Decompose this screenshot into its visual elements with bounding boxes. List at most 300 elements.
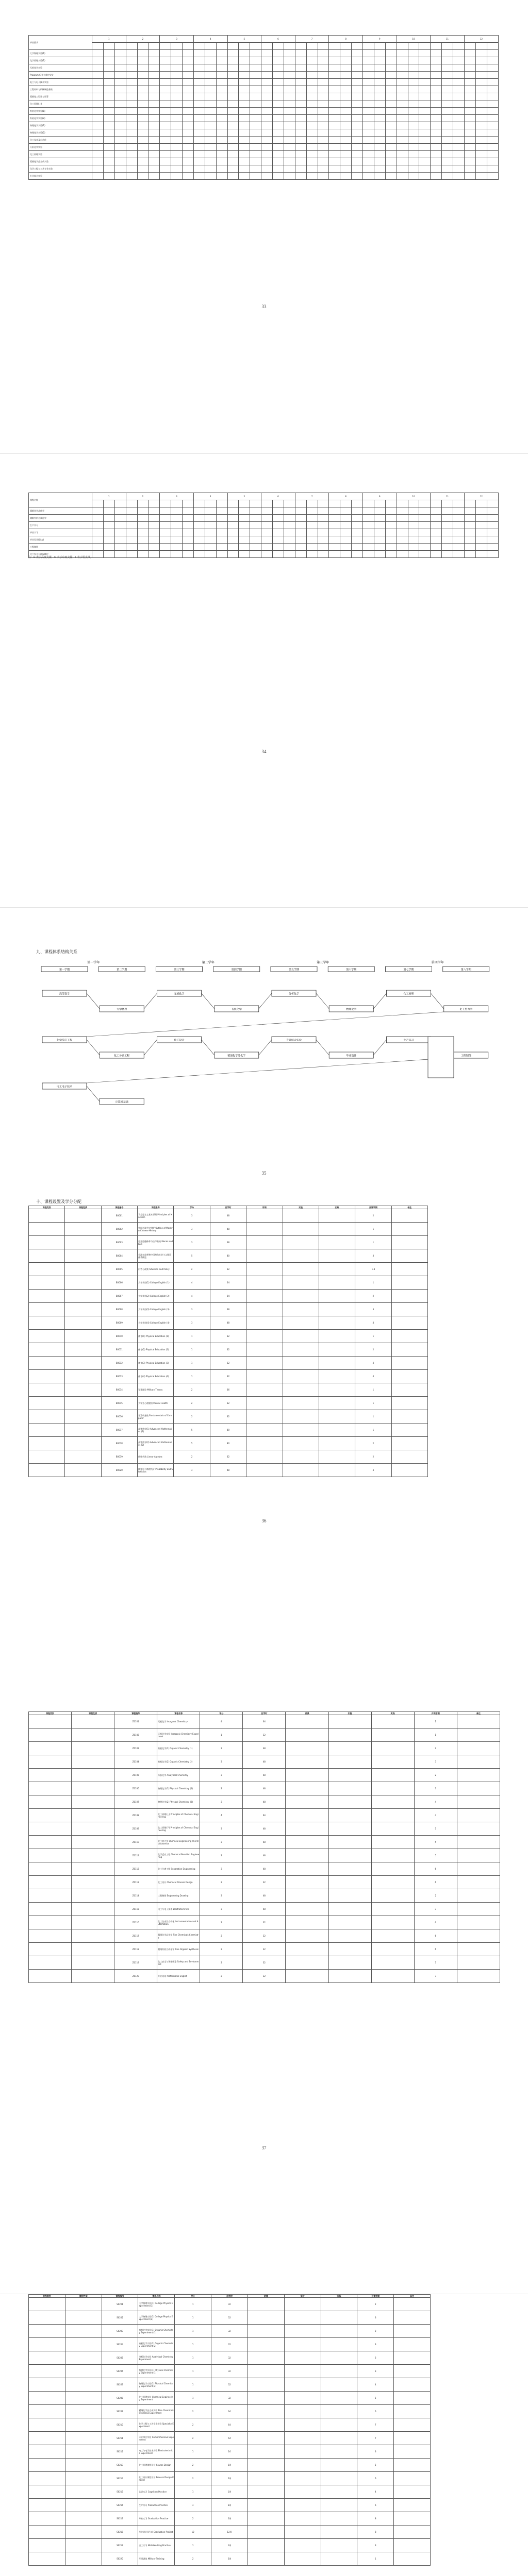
term-box	[156, 967, 203, 972]
plan-cell-remark	[394, 2338, 431, 2351]
plan-cell-category	[29, 2298, 65, 2311]
matrix-cell	[137, 57, 148, 64]
plan-row	[29, 1970, 500, 1983]
matrix-cell	[419, 173, 431, 180]
matrix-cell	[464, 173, 475, 180]
matrix-cell	[126, 507, 137, 515]
matrix-cell	[453, 129, 465, 137]
plan-cell-total: 32	[211, 2311, 248, 2325]
matrix-cell	[306, 50, 318, 57]
matrix-cell	[318, 536, 329, 544]
plan-cell-lecture	[286, 1970, 328, 1983]
matrix-cell	[92, 529, 104, 536]
plan-cell-category	[29, 2325, 65, 2338]
matrix-cell	[261, 100, 273, 108]
plan-cell-lab	[283, 1383, 319, 1397]
matrix-row	[29, 507, 499, 515]
matrix-cell	[126, 50, 137, 57]
matrix-cell	[261, 72, 273, 79]
plan-cell-nature	[72, 1836, 114, 1849]
matrix-cell	[92, 515, 104, 522]
matrix-cell	[114, 151, 126, 158]
plan-cell-practice	[321, 2405, 357, 2418]
plan-cell-name: 中国近现代史纲要 Outline of Modern Chinese History	[138, 1223, 174, 1236]
matrix-cell	[487, 551, 498, 558]
plan-cell-term: 6	[357, 2499, 394, 2512]
plan-cell-term: 5	[414, 1836, 457, 1849]
plan-cell-lecture	[246, 1236, 283, 1249]
course-box	[329, 1006, 373, 1012]
plan-cell-remark	[391, 1450, 427, 1464]
matrix-cell	[193, 515, 205, 522]
matrix-cell	[475, 93, 487, 100]
matrix-subheader-cell	[227, 43, 239, 50]
svg-text:化工热力学: 化工热力学	[459, 1008, 473, 1011]
plan-cell-practice	[321, 2499, 357, 2512]
matrix-cell	[114, 507, 126, 515]
plan-cell-nature	[65, 1410, 101, 1423]
matrix-cell	[205, 507, 216, 515]
matrix-cell	[374, 100, 385, 108]
matrix-cell	[126, 115, 137, 122]
matrix-cell	[306, 165, 318, 173]
plan-cell-credit: 2	[175, 2459, 211, 2472]
matrix-cell	[227, 100, 239, 108]
plan-cell-lab	[328, 1903, 371, 1916]
matrix-cell	[408, 86, 419, 93]
svg-text:生产实习: 生产实习	[403, 1039, 414, 1042]
matrix-column-label: 6	[261, 36, 295, 43]
matrix-cell	[284, 544, 295, 551]
plan-cell-lab	[283, 1370, 319, 1383]
matrix-subheader-cell	[171, 500, 183, 507]
matrix-subheader-cell	[239, 500, 250, 507]
matrix-cell	[385, 507, 397, 515]
matrix-cell	[295, 536, 306, 544]
plan-cell-category	[29, 2432, 65, 2445]
matrix-cell	[92, 158, 104, 165]
matrix-cell	[352, 93, 363, 100]
plan-table-1	[28, 1206, 428, 1477]
plan-cell-lab	[283, 1410, 319, 1423]
plan-cell-total: 48	[210, 1303, 246, 1316]
matrix-cell	[487, 129, 498, 137]
plan-cell-name: 精细化学品化学 Fine Chemicals Chemistry	[157, 1929, 200, 1943]
matrix-note: 注：H 表示高度支撑，M 表示中度支撑，L 表示弱支撑。	[28, 556, 93, 559]
matrix-cell	[92, 64, 104, 72]
matrix-subheader-cell	[284, 500, 295, 507]
plan-cell-lecture	[286, 1822, 328, 1836]
plan-cell-term: 1	[355, 1383, 391, 1397]
matrix-cell	[318, 507, 329, 515]
plan-cell-nature	[65, 1370, 101, 1383]
matrix-cell	[306, 551, 318, 558]
plan-cell-total: 32	[210, 1357, 246, 1370]
plan-cell-category	[29, 1876, 72, 1889]
matrix-subheader-cell	[340, 500, 352, 507]
matrix-cell	[419, 507, 431, 515]
matrix-cell	[216, 151, 227, 158]
plan-cell-credit: 2	[174, 1383, 210, 1397]
matrix-subheader-cell	[103, 43, 114, 50]
plan-row	[29, 1956, 500, 1970]
plan-row	[29, 2472, 431, 2485]
matrix-cell	[340, 72, 352, 79]
matrix-cell	[250, 115, 261, 122]
matrix-cell	[239, 551, 250, 558]
plan-cell-practice	[321, 2338, 357, 2351]
matrix-subheader-cell	[114, 500, 126, 507]
matrix-subheader-cell	[148, 43, 160, 50]
plan-cell-term: 3	[355, 1303, 391, 1316]
plan-cell-lecture	[246, 1383, 283, 1397]
plan-cell-code: B0009	[101, 1316, 137, 1330]
matrix-cell	[363, 93, 374, 100]
plan-cell-remark	[391, 1397, 427, 1410]
matrix-cell	[205, 93, 216, 100]
matrix-cell	[295, 57, 306, 64]
matrix-cell	[453, 79, 465, 86]
matrix-cell	[103, 137, 114, 144]
matrix-cell	[385, 79, 397, 86]
matrix-cell	[216, 72, 227, 79]
matrix-cell	[114, 137, 126, 144]
plan-cell-code: Z0112	[114, 1862, 157, 1876]
matrix-cell	[408, 507, 419, 515]
plan-cell-remark	[391, 1223, 427, 1236]
matrix-column-label: 1	[92, 493, 126, 500]
flow-arrow	[87, 1040, 100, 1055]
matrix-cell	[126, 515, 137, 522]
matrix-subheader-cell	[340, 43, 352, 50]
plan-cell-lab	[283, 1249, 319, 1263]
plan-cell-code: Z0106	[114, 1782, 157, 1795]
plan-cell-term: 2	[355, 1343, 391, 1357]
matrix-cell	[318, 122, 329, 129]
matrix-cell	[250, 151, 261, 158]
matrix-cell	[273, 173, 284, 180]
matrix-cell	[284, 115, 295, 122]
plan-cell-category	[29, 2459, 65, 2472]
matrix-cell	[126, 57, 137, 64]
plan-cell-remark	[457, 1809, 500, 1822]
plan-row	[29, 1782, 500, 1795]
matrix-cell	[374, 173, 385, 180]
matrix-cell	[160, 522, 171, 529]
flow-arrow	[373, 993, 386, 1009]
plan-cell-credit: 3	[200, 1849, 243, 1862]
matrix-cell	[126, 93, 137, 100]
plan-cell-term: 2	[355, 1450, 391, 1464]
plan-cell-code: S0206	[102, 2365, 138, 2378]
plan-cell-credit: 3	[174, 1209, 210, 1223]
plan-header-cell: 课程名称	[138, 1206, 174, 1209]
matrix-cell	[453, 551, 465, 558]
matrix-cell	[193, 165, 205, 173]
matrix-cell	[487, 158, 498, 165]
matrix-row-label: 精细有机合成化学	[29, 515, 92, 522]
plan-cell-remark	[391, 1423, 427, 1437]
plan-cell-credit: 4	[200, 1809, 243, 1822]
matrix-subheader-cell	[261, 500, 273, 507]
plan-cell-practice	[319, 1450, 355, 1464]
plan-cell-name: 大学生心理健康 Mental Health	[138, 1397, 174, 1410]
matrix-cell	[103, 165, 114, 173]
plan-cell-remark	[457, 1836, 500, 1849]
plan-cell-name: 物理化学(1) Physical Chemistry (1)	[157, 1782, 200, 1795]
matrix-cell	[408, 536, 419, 544]
matrix-cell	[227, 158, 239, 165]
plan-header-cell: 备注	[394, 2295, 431, 2298]
plan-cell-practice	[321, 2432, 357, 2445]
plan-cell-nature	[65, 1450, 101, 1464]
plan-cell-credit: 4	[200, 1715, 243, 1728]
plan-cell-practice	[321, 2325, 357, 2338]
matrix-cell	[295, 165, 306, 173]
matrix-cell	[385, 536, 397, 544]
plan-cell-nature	[65, 2526, 102, 2539]
matrix-row	[29, 551, 499, 558]
plan-cell-code: S0201	[102, 2298, 138, 2311]
plan-row	[29, 1236, 428, 1249]
matrix-cell	[205, 57, 216, 64]
matrix-subheader-cell	[397, 500, 408, 507]
plan-cell-practice	[321, 2298, 357, 2311]
year-header	[317, 960, 329, 964]
plan-cell-remark	[457, 1916, 500, 1929]
matrix-cell	[318, 173, 329, 180]
matrix-cell	[148, 522, 160, 529]
matrix-cell	[273, 122, 284, 129]
plan-cell-nature	[65, 1290, 101, 1303]
matrix-cell	[160, 93, 171, 100]
matrix-cell	[318, 158, 329, 165]
matrix-cell	[239, 129, 250, 137]
matrix-cell	[148, 57, 160, 64]
matrix-cell	[385, 137, 397, 144]
plan-cell-total: 1周	[211, 2539, 248, 2552]
matrix-subheader-cell	[183, 43, 194, 50]
plan-cell-practice	[319, 1423, 355, 1437]
plan-cell-total: 32	[243, 1956, 286, 1970]
flow-arrow	[316, 993, 329, 1009]
matrix-row-label: 物理化学实验(1)	[29, 122, 92, 129]
matrix-cell	[160, 544, 171, 551]
matrix-cell	[453, 50, 465, 57]
matrix-cell	[114, 158, 126, 165]
matrix-cell	[464, 507, 475, 515]
matrix-cell	[137, 137, 148, 144]
matrix-cell	[261, 529, 273, 536]
matrix-cell	[250, 72, 261, 79]
matrix-row	[29, 86, 499, 93]
plan-cell-term: 4	[357, 2378, 394, 2392]
matrix-cell	[137, 544, 148, 551]
plan-cell-category	[29, 1303, 65, 1316]
matrix-cell	[306, 507, 318, 515]
matrix-cell	[103, 115, 114, 122]
svg-text:化工设计: 化工设计	[174, 1039, 185, 1042]
plan-cell-category	[29, 1383, 65, 1397]
matrix-cell	[352, 515, 363, 522]
plan-cell-lecture	[286, 1769, 328, 1782]
matrix-row	[29, 64, 499, 72]
matrix-cell	[487, 536, 498, 544]
matrix-row-label: 化工原理实验	[29, 151, 92, 158]
matrix-header-cell: 课程名称	[29, 493, 92, 507]
plan-row	[29, 2378, 431, 2392]
matrix-row	[29, 57, 499, 64]
matrix-cell	[227, 86, 239, 93]
matrix-cell	[419, 165, 431, 173]
plan-cell-term: 7	[414, 1970, 457, 1983]
plan-cell-practice	[319, 1290, 355, 1303]
plan-cell-lecture	[248, 2418, 284, 2432]
matrix-cell	[239, 507, 250, 515]
plan-row	[29, 1343, 428, 1357]
plan-cell-credit: 1	[174, 1357, 210, 1370]
svg-text:无机化学: 无机化学	[174, 992, 185, 996]
plan-cell-name: 金工实习 Metalworking Practice	[138, 2539, 175, 2552]
plan-cell-term: 7	[357, 2432, 394, 2445]
matrix-cell	[352, 158, 363, 165]
plan-cell-term: 3	[357, 2445, 394, 2459]
plan-cell-total: 32	[210, 1370, 246, 1383]
plan-cell-name: 体育(3) Physical Education (3)	[138, 1357, 174, 1370]
matrix-cell	[453, 515, 465, 522]
matrix-cell	[397, 137, 408, 144]
matrix-row-label: 毕业实习	[29, 529, 92, 536]
matrix-cell	[295, 64, 306, 72]
matrix-cell	[374, 507, 385, 515]
plan-cell-credit: 2	[200, 1929, 243, 1943]
plan-cell-lecture	[286, 1728, 328, 1742]
matrix-cell	[306, 100, 318, 108]
matrix-cell	[261, 507, 273, 515]
plan-cell-lecture	[246, 1223, 283, 1236]
matrix-cell	[385, 129, 397, 137]
plan-cell-remark	[457, 1970, 500, 1983]
matrix-cell	[239, 536, 250, 544]
matrix-cell	[385, 93, 397, 100]
matrix-column-label: 11	[431, 36, 465, 43]
course-box	[329, 1052, 373, 1058]
matrix-cell	[103, 129, 114, 137]
matrix-cell	[284, 137, 295, 144]
plan-cell-lab	[283, 1464, 319, 1477]
matrix-cell	[239, 100, 250, 108]
plan-cell-total: 16	[211, 2445, 248, 2459]
matrix-cell	[171, 507, 183, 515]
matrix-cell	[340, 79, 352, 86]
matrix-cell	[306, 529, 318, 536]
plan-cell-name: 军事理论 Military Theory	[138, 1383, 174, 1397]
matrix-cell	[205, 165, 216, 173]
page-34	[0, 454, 528, 907]
plan-cell-name: 高等数学(2) Advanced Mathematics (2)	[138, 1437, 174, 1450]
matrix-cell	[193, 57, 205, 64]
matrix-cell	[397, 57, 408, 64]
matrix-cell	[352, 137, 363, 144]
plan-cell-category	[29, 1916, 72, 1929]
plan-cell-code: B0019	[101, 1450, 137, 1464]
matrix-cell	[397, 122, 408, 129]
svg-text:精细化学品化学: 精细化学品化学	[227, 1054, 246, 1058]
plan-cell-credit: 1	[175, 2325, 211, 2338]
plan-header-cell: 学分	[175, 2295, 211, 2298]
plan-cell-total: 32	[210, 1410, 246, 1423]
plan-cell-nature	[65, 1383, 101, 1397]
svg-text:第二学年: 第二学年	[202, 961, 214, 964]
matrix-cell	[453, 108, 465, 115]
plan-cell-practice	[371, 1970, 414, 1983]
plan-cell-category	[29, 2365, 65, 2378]
matrix-cell	[103, 93, 114, 100]
matrix-row	[29, 522, 499, 529]
plan-cell-total: 2周	[211, 2512, 248, 2526]
plan-cell-code: Z0117	[114, 1929, 157, 1943]
matrix-cell	[216, 165, 227, 173]
matrix-cell	[103, 72, 114, 79]
plan-cell-remark	[457, 1889, 500, 1903]
plan-cell-nature	[72, 1728, 114, 1742]
matrix-cell	[419, 100, 431, 108]
plan-cell-lecture	[246, 1276, 283, 1290]
matrix-subheader-cell	[329, 43, 340, 50]
matrix-cell	[148, 79, 160, 86]
plan-cell-term: 5	[357, 2459, 394, 2472]
matrix-cell	[329, 144, 340, 151]
matrix-cell	[103, 86, 114, 93]
matrix-cell	[171, 515, 183, 522]
plan-cell-remark	[457, 1876, 500, 1889]
matrix-cell	[273, 165, 284, 173]
matrix-cell	[160, 108, 171, 115]
plan-cell-remark	[457, 1715, 500, 1728]
course-box	[100, 1052, 144, 1058]
matrix-cell	[284, 129, 295, 137]
matrix-cell	[453, 151, 465, 158]
plan-cell-credit: 5	[174, 1423, 210, 1437]
plan-cell-credit: 1	[175, 2365, 211, 2378]
plan-cell-lab	[283, 1209, 319, 1223]
plan-cell-name: 大学物理实验(1) College Physics Experiment (1)	[138, 2298, 175, 2311]
plan-cell-lab	[328, 1755, 371, 1769]
plan-cell-code: Z0119	[114, 1956, 157, 1970]
plan-cell-term: 5	[414, 1849, 457, 1862]
matrix-cell	[306, 122, 318, 129]
plan-cell-remark	[391, 1303, 427, 1316]
matrix-cell	[340, 158, 352, 165]
plan-cell-credit: 2	[174, 1397, 210, 1410]
matrix-cell	[385, 173, 397, 180]
matrix-cell	[227, 544, 239, 551]
matrix-column-label: 1	[92, 36, 126, 43]
matrix-cell	[273, 515, 284, 522]
plan-cell-remark	[394, 2445, 431, 2459]
plan-cell-remark	[394, 2512, 431, 2526]
svg-text:工程制图: 工程制图	[460, 1054, 471, 1058]
plan-header-cell: 实验	[283, 1206, 319, 1209]
matrix-cell	[114, 551, 126, 558]
plan-cell-name: 大学英语(4) College English (4)	[138, 1316, 174, 1330]
matrix-cell	[487, 86, 498, 93]
matrix-cell	[114, 93, 126, 100]
matrix-cell	[442, 86, 453, 93]
matrix-cell	[431, 507, 442, 515]
plan-header-cell: 课程类别	[29, 1712, 72, 1715]
term-box	[213, 967, 260, 972]
